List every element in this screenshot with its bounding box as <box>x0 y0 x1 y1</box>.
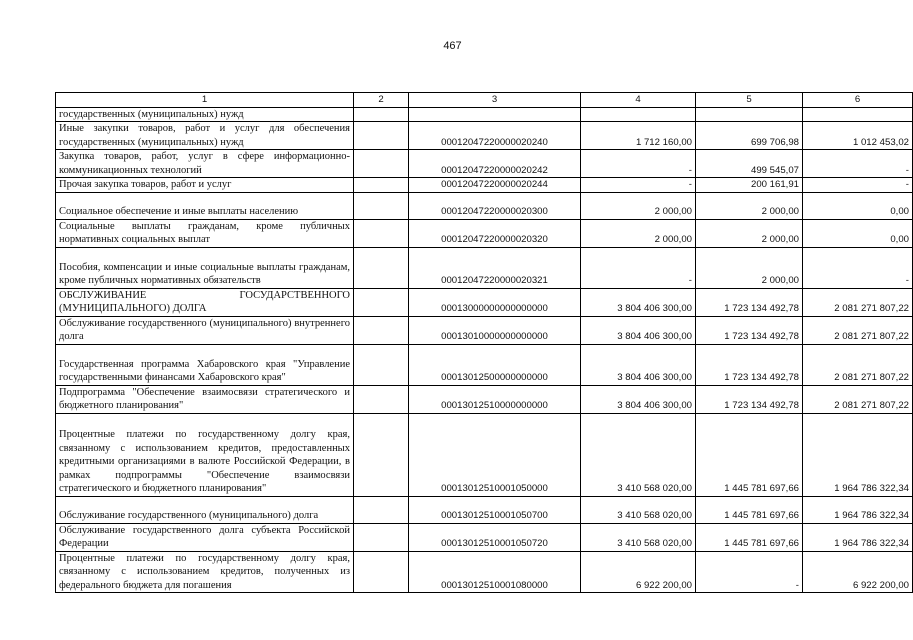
row-approved-cell: 3 410 568 020,00 <box>581 523 696 551</box>
row-remaining-cell: 6 922 200,00 <box>803 551 913 593</box>
row-executed-cell: 1 445 781 697,66 <box>696 523 803 551</box>
column-header: 6 <box>803 93 913 108</box>
row-remaining-cell: - <box>803 150 913 178</box>
row-name-cell: Процентные платежи по государственному долгу края, связанному с использованием кредитов, полученных из федерального бюджета для погашения <box>56 551 354 593</box>
row-col2-cell <box>354 122 409 150</box>
row-code-cell: 00013012510001080000 <box>409 551 581 593</box>
row-name-cell: Обслуживание государственного долга субъекта Российской Федерации <box>56 523 354 551</box>
row-name-cell: Пособия, компенсации и иные социальные выплаты гражданам, кроме публичных нормативных обязательств <box>56 247 354 288</box>
row-approved-cell: - <box>581 150 696 178</box>
row-executed-cell: 1 445 781 697,66 <box>696 413 803 496</box>
table-row <box>56 107 913 122</box>
row-approved-cell: 3 804 406 300,00 <box>581 385 696 413</box>
row-code-cell: 00013010000000000000 <box>409 316 581 344</box>
row-code-cell: 00013012510001050720 <box>409 523 581 551</box>
row-approved-cell: 6 922 200,00 <box>581 551 696 593</box>
row-approved-cell: 3 804 406 300,00 <box>581 288 696 316</box>
row-col2-cell <box>354 413 409 496</box>
table-row <box>56 344 913 385</box>
table-row <box>56 219 913 247</box>
row-approved-cell: - <box>581 178 696 193</box>
row-code-cell: 00013012510001050000 <box>409 413 581 496</box>
row-executed-cell: - <box>696 551 803 593</box>
row-executed-cell: 2 000,00 <box>696 219 803 247</box>
row-remaining-cell: 2 081 271 807,22 <box>803 288 913 316</box>
row-col2-cell <box>354 288 409 316</box>
row-executed-cell: 2 000,00 <box>696 192 803 219</box>
table-row <box>56 496 913 523</box>
row-remaining-cell: 0,00 <box>803 192 913 219</box>
row-name-cell: Обслуживание государственного (муниципального) долга <box>56 496 354 523</box>
row-executed-cell: 1 723 134 492,78 <box>696 288 803 316</box>
row-name-cell: Социальные выплаты гражданам, кроме публичных нормативных социальных выплат <box>56 219 354 247</box>
row-col2-cell <box>354 178 409 193</box>
row-code-cell: 00012047220000020242 <box>409 150 581 178</box>
row-executed-cell: 1 445 781 697,66 <box>696 496 803 523</box>
row-code-cell: 00012047220000020321 <box>409 247 581 288</box>
row-name-cell: Подпрограмма "Обеспечение взаимосвязи стратегического и бюджетного планирования" <box>56 385 354 413</box>
table-row <box>56 150 913 178</box>
table-row <box>56 523 913 551</box>
column-header: 2 <box>354 93 409 108</box>
row-executed-cell <box>696 107 803 122</box>
row-code-cell <box>409 107 581 122</box>
row-col2-cell <box>354 192 409 219</box>
row-col2-cell <box>354 523 409 551</box>
row-name-cell: Процентные платежи по государственному долгу края, связанному с использованием кредитов, предоставленных кредитными организациями в валюте Российской Федерации, в рамках подпрограммы "Обеспечение взаимосвязи стратегического и бюджетного планирования" <box>56 413 354 496</box>
row-name-cell: Обслуживание государственного (муниципального) внутреннего долга <box>56 316 354 344</box>
table-row <box>56 192 913 219</box>
table-row <box>56 551 913 593</box>
row-approved-cell: 3 804 406 300,00 <box>581 316 696 344</box>
row-name-cell: Социальное обеспечение и иные выплаты населению <box>56 192 354 219</box>
row-approved-cell: 3 804 406 300,00 <box>581 344 696 385</box>
row-approved-cell: - <box>581 247 696 288</box>
column-header: 1 <box>56 93 354 108</box>
row-approved-cell: 2 000,00 <box>581 219 696 247</box>
row-code-cell: 00012047220000020240 <box>409 122 581 150</box>
row-name-cell: Иные закупки товаров, работ и услуг для обеспечения государственных (муниципальных) нужд <box>56 122 354 150</box>
row-executed-cell: 1 723 134 492,78 <box>696 344 803 385</box>
row-executed-cell: 1 723 134 492,78 <box>696 385 803 413</box>
row-code-cell: 00012047220000020244 <box>409 178 581 193</box>
row-code-cell: 00013012510001050700 <box>409 496 581 523</box>
row-remaining-cell: 0,00 <box>803 219 913 247</box>
row-remaining-cell: - <box>803 178 913 193</box>
row-remaining-cell: - <box>803 247 913 288</box>
row-col2-cell <box>354 551 409 593</box>
row-col2-cell <box>354 385 409 413</box>
row-name-cell: ОБСЛУЖИВАНИЕ ГОСУДАРСТВЕННОГО (МУНИЦИПАЛЬНОГО) ДОЛГА <box>56 288 354 316</box>
row-remaining-cell: 1 964 786 322,34 <box>803 496 913 523</box>
table-row <box>56 288 913 316</box>
page-number: 467 <box>443 40 462 52</box>
row-remaining-cell: 2 081 271 807,22 <box>803 344 913 385</box>
row-code-cell: 00013012500000000000 <box>409 344 581 385</box>
row-code-cell: 00013000000000000000 <box>409 288 581 316</box>
row-approved-cell: 3 410 568 020,00 <box>581 413 696 496</box>
row-remaining-cell: 1 964 786 322,34 <box>803 523 913 551</box>
row-name-cell: Прочая закупка товаров, работ и услуг <box>56 178 354 193</box>
row-code-cell: 00012047220000020320 <box>409 219 581 247</box>
row-col2-cell <box>354 247 409 288</box>
row-name-cell: Государственная программа Хабаровского края "Управление государственными финансами Хабаровского края" <box>56 344 354 385</box>
row-col2-cell <box>354 150 409 178</box>
row-executed-cell: 200 161,91 <box>696 178 803 193</box>
budget-execution-table <box>55 92 913 593</box>
row-col2-cell <box>354 107 409 122</box>
column-header: 3 <box>409 93 581 108</box>
row-remaining-cell: 2 081 271 807,22 <box>803 385 913 413</box>
row-executed-cell: 499 545,07 <box>696 150 803 178</box>
row-executed-cell: 699 706,98 <box>696 122 803 150</box>
row-col2-cell <box>354 219 409 247</box>
table-row <box>56 122 913 150</box>
row-col2-cell <box>354 344 409 385</box>
table-row <box>56 413 913 496</box>
row-name-cell: государственных (муниципальных) нужд <box>56 107 354 122</box>
column-header: 4 <box>581 93 696 108</box>
row-col2-cell <box>354 496 409 523</box>
table-row <box>56 385 913 413</box>
row-remaining-cell <box>803 107 913 122</box>
row-col2-cell <box>354 316 409 344</box>
row-remaining-cell: 1 012 453,02 <box>803 122 913 150</box>
row-executed-cell: 1 723 134 492,78 <box>696 316 803 344</box>
row-code-cell: 00013012510000000000 <box>409 385 581 413</box>
row-name-cell: Закупка товаров, работ, услуг в сфере информационно-коммуникационных технологий <box>56 150 354 178</box>
row-approved-cell: 3 410 568 020,00 <box>581 496 696 523</box>
row-approved-cell <box>581 107 696 122</box>
row-approved-cell: 2 000,00 <box>581 192 696 219</box>
row-remaining-cell: 2 081 271 807,22 <box>803 316 913 344</box>
column-header: 5 <box>696 93 803 108</box>
row-code-cell: 00012047220000020300 <box>409 192 581 219</box>
table-row <box>56 178 913 193</box>
table-row <box>56 316 913 344</box>
table-header-row <box>56 93 913 108</box>
row-executed-cell: 2 000,00 <box>696 247 803 288</box>
row-remaining-cell: 1 964 786 322,34 <box>803 413 913 496</box>
table-row <box>56 247 913 288</box>
row-approved-cell: 1 712 160,00 <box>581 122 696 150</box>
